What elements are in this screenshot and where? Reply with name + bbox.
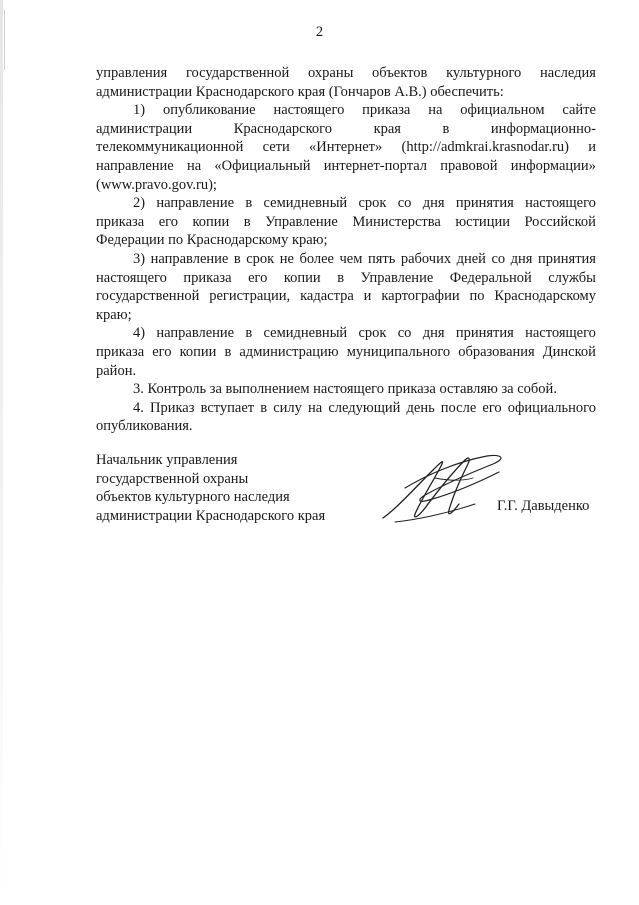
word: на xyxy=(428,102,443,119)
word: настоящего xyxy=(96,269,167,286)
word: со xyxy=(397,325,412,342)
word: приказа xyxy=(96,213,145,230)
word: на xyxy=(308,399,323,416)
word: государственной xyxy=(96,288,200,305)
word: принятия xyxy=(455,325,514,342)
body-line xyxy=(96,231,596,250)
word: 4. xyxy=(133,399,144,416)
word: приказа xyxy=(362,102,411,119)
word: 3) xyxy=(133,250,146,267)
word: в xyxy=(442,120,450,137)
word: культурного xyxy=(446,65,522,81)
word: следующий xyxy=(328,399,401,416)
body-line xyxy=(96,64,596,83)
word: со xyxy=(397,195,412,212)
word: и xyxy=(363,288,372,305)
word: настоящего xyxy=(525,195,596,212)
word: «Официальный xyxy=(214,157,311,174)
word: дня xyxy=(422,195,445,212)
word: регистрации, xyxy=(209,288,291,305)
word: день xyxy=(406,399,435,416)
word: принятия xyxy=(538,250,596,267)
word: его xyxy=(152,343,172,360)
word: приказа xyxy=(96,343,145,360)
scan-edge-shadow xyxy=(0,0,3,905)
word: по xyxy=(469,288,485,305)
list-item-2-first-line xyxy=(96,194,596,213)
word: юстиции xyxy=(455,213,510,230)
word: Управление xyxy=(360,269,434,286)
word: сайте xyxy=(562,102,596,119)
page-number: 2 xyxy=(315,24,324,40)
url-link-text: (http://admkrai.krasnodar.ru) xyxy=(401,139,569,156)
body-line xyxy=(96,176,596,195)
word: на xyxy=(186,157,202,174)
word: администрации Краснодарского края (Гончаров А.В.) обеспечить: xyxy=(96,83,504,100)
word: Приказ xyxy=(149,399,195,416)
word: официальном xyxy=(460,102,545,119)
word: объектов xyxy=(372,65,428,81)
body-line xyxy=(96,343,596,362)
paragraph-4-first-line xyxy=(96,399,596,418)
word: Краснодарскому xyxy=(494,288,596,305)
body-line xyxy=(96,157,596,176)
word: направление xyxy=(150,250,229,267)
word: 4) xyxy=(133,325,146,342)
word: настоящего xyxy=(273,102,345,119)
document-body xyxy=(96,64,596,436)
word: охраны xyxy=(308,65,354,81)
body-line xyxy=(96,287,596,306)
word: Управление xyxy=(265,213,338,230)
word: интернет-портал xyxy=(323,157,428,174)
word: Динской xyxy=(542,343,596,360)
word: его xyxy=(158,213,178,230)
word: приказа xyxy=(183,269,232,286)
body-line xyxy=(96,306,596,325)
word: 2) xyxy=(133,195,146,212)
signatory-position xyxy=(96,451,325,525)
word: не xyxy=(279,250,294,267)
word: службы xyxy=(548,269,596,286)
word: Российской xyxy=(524,213,596,230)
word: картографии xyxy=(381,288,460,305)
body-line xyxy=(96,138,596,157)
word: семидневный xyxy=(263,325,348,342)
word: опубликование xyxy=(162,102,256,119)
word: дня xyxy=(422,325,445,342)
word: рабочих xyxy=(400,250,452,267)
word: 1) xyxy=(133,102,146,119)
word: более xyxy=(299,250,334,267)
word: его xyxy=(482,399,502,416)
word: администрации xyxy=(96,120,193,137)
word: копии xyxy=(283,269,321,286)
word: «Интернет» xyxy=(308,139,383,156)
word: чем xyxy=(339,250,363,267)
word: опубликования. xyxy=(96,418,193,435)
word: срок xyxy=(358,195,387,212)
word: силу xyxy=(273,399,302,416)
url-link-text: (www.pravo.gov.ru); xyxy=(96,176,217,193)
word: кадастра xyxy=(300,288,354,305)
body-line xyxy=(96,269,596,288)
word: срок xyxy=(246,250,275,267)
word: Министерства xyxy=(352,213,441,230)
word: район. xyxy=(96,362,137,379)
word: Федерации по Краснодарскому краю; xyxy=(96,232,328,249)
word: в xyxy=(245,195,253,212)
word: после xyxy=(440,399,477,416)
word: правовой xyxy=(440,157,498,174)
word: и xyxy=(588,139,596,156)
word: в xyxy=(243,213,251,230)
word: дня xyxy=(510,250,533,267)
body-line xyxy=(96,120,596,139)
word: копии xyxy=(179,343,217,360)
word: в xyxy=(224,343,232,360)
word: направление xyxy=(156,195,235,212)
word: Федеральной xyxy=(449,269,532,286)
word: его xyxy=(248,269,268,286)
position-line: государственной охраны xyxy=(96,470,249,487)
position-line: Начальник управления xyxy=(96,452,238,468)
position-line: администрации Краснодарского края xyxy=(96,507,326,524)
word: принятия xyxy=(455,195,514,212)
word: администрацию xyxy=(239,343,339,360)
word: в xyxy=(260,399,268,416)
word: государственной xyxy=(185,65,290,81)
word: семидневный xyxy=(263,195,348,212)
position-line: объектов культурного наследия xyxy=(96,489,290,506)
word: копии xyxy=(192,213,230,230)
word: Краснодарского xyxy=(233,120,333,137)
word: в xyxy=(233,250,241,267)
word: образования xyxy=(458,343,535,360)
body-line xyxy=(96,213,596,232)
word: официального xyxy=(507,399,596,416)
word: направление xyxy=(96,157,174,174)
word: настоящего xyxy=(525,325,596,342)
word: вступает xyxy=(200,399,255,416)
word: наследия xyxy=(540,65,596,81)
signatory-name: Г.Г. Давыденко xyxy=(497,498,590,514)
word: управления xyxy=(96,65,168,81)
word: в xyxy=(337,269,345,286)
body-line xyxy=(96,417,596,436)
word: информации» xyxy=(510,157,596,174)
word: информационно- xyxy=(490,120,596,137)
word: сети xyxy=(262,139,290,156)
word: со xyxy=(491,250,506,267)
list-item-4-first-line xyxy=(96,324,596,343)
body-line xyxy=(96,83,596,102)
paragraph-3 xyxy=(96,380,596,399)
list-item-3-first-line xyxy=(96,250,596,269)
word: 3. Контроль за выполнением настоящего приказа оставляю за собой. xyxy=(133,381,557,398)
word: краю; xyxy=(96,306,132,323)
word: телекоммуникационной xyxy=(96,139,244,156)
word: срок xyxy=(358,325,387,342)
word: края xyxy=(373,120,401,137)
word: дней xyxy=(456,250,486,267)
word: муниципального xyxy=(346,343,451,360)
word: направление xyxy=(156,325,235,342)
word: в xyxy=(245,325,253,342)
handwritten-signature xyxy=(375,448,515,528)
list-item-1-first-line xyxy=(96,101,596,120)
word: пять xyxy=(367,250,396,267)
body-line xyxy=(96,362,596,381)
